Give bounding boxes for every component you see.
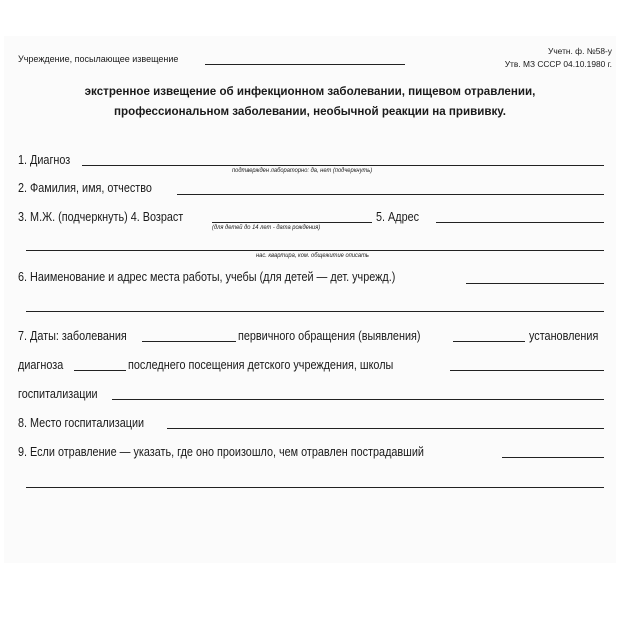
hosp-place-label: 8. Место госпитализации	[18, 416, 145, 430]
approval-note: Утв. МЗ СССР 04.10.1980 г.	[504, 59, 612, 69]
sex-age-label: 3. М.Ж. (подчеркнуть) 4. Возраст	[18, 210, 184, 224]
diagnosis-input-line[interactable]	[82, 165, 604, 166]
diagnosis-date-label: диагноза	[18, 358, 64, 372]
form-number: Учетн. ф. №58-у	[548, 46, 612, 56]
institution-label: Учреждение, посылающее извещение	[18, 54, 179, 64]
illness-date-line[interactable]	[142, 341, 236, 342]
last-visit-label: последнего посещения детского учреждения, школы	[128, 358, 394, 372]
dates-label: 7. Даты: заболевания	[18, 329, 127, 343]
address-label: 5. Адрес	[376, 210, 420, 224]
hosp-date-label: госпитализации	[18, 387, 98, 401]
poisoning-input-line[interactable]	[502, 457, 604, 458]
last-visit-date-line[interactable]	[450, 370, 604, 371]
hosp-place-line[interactable]	[167, 428, 604, 429]
first-visit-date-line[interactable]	[453, 341, 525, 342]
poisoning-label: 9. Если отравление — указать, где оно произошло, чем отравлен пострадавший	[18, 445, 424, 459]
work-label: 6. Наименование и адрес места работы, учебы (для детей — дет. учрежд.)	[18, 270, 396, 284]
diagnosis-date-line[interactable]	[74, 370, 126, 371]
address-input-line[interactable]	[436, 222, 604, 223]
form-title-line2: профессиональном заболевании, необычной реакции на прививку.	[114, 105, 506, 118]
address-hint: нас. квартира, ком. общежитие описать	[256, 252, 369, 259]
diagnosis-label: 1. Диагноз	[18, 153, 71, 167]
hosp-date-line[interactable]	[112, 399, 604, 400]
first-visit-label: первичного обращения (выявления)	[238, 329, 421, 343]
diagnosis-hint: подтвержден лабораторно: да, нет (подчеркнуть)	[232, 167, 373, 174]
establish-label: установления	[529, 329, 599, 343]
address-input-line-2[interactable]	[26, 250, 604, 251]
work-input-line[interactable]	[466, 283, 604, 284]
fullname-input-line[interactable]	[177, 194, 604, 195]
work-input-line-2[interactable]	[26, 311, 604, 312]
institution-input-line[interactable]	[205, 64, 405, 65]
age-hint: (для детей до 14 лет - дата рождения)	[212, 224, 321, 231]
form-title-line1: экстренное извещение об инфекционном заболевании, пищевом отравлении,	[84, 85, 536, 98]
poisoning-input-line-2[interactable]	[26, 487, 604, 488]
age-input-line[interactable]	[212, 222, 372, 223]
fullname-label: 2. Фамилия, имя, отчество	[18, 181, 152, 195]
